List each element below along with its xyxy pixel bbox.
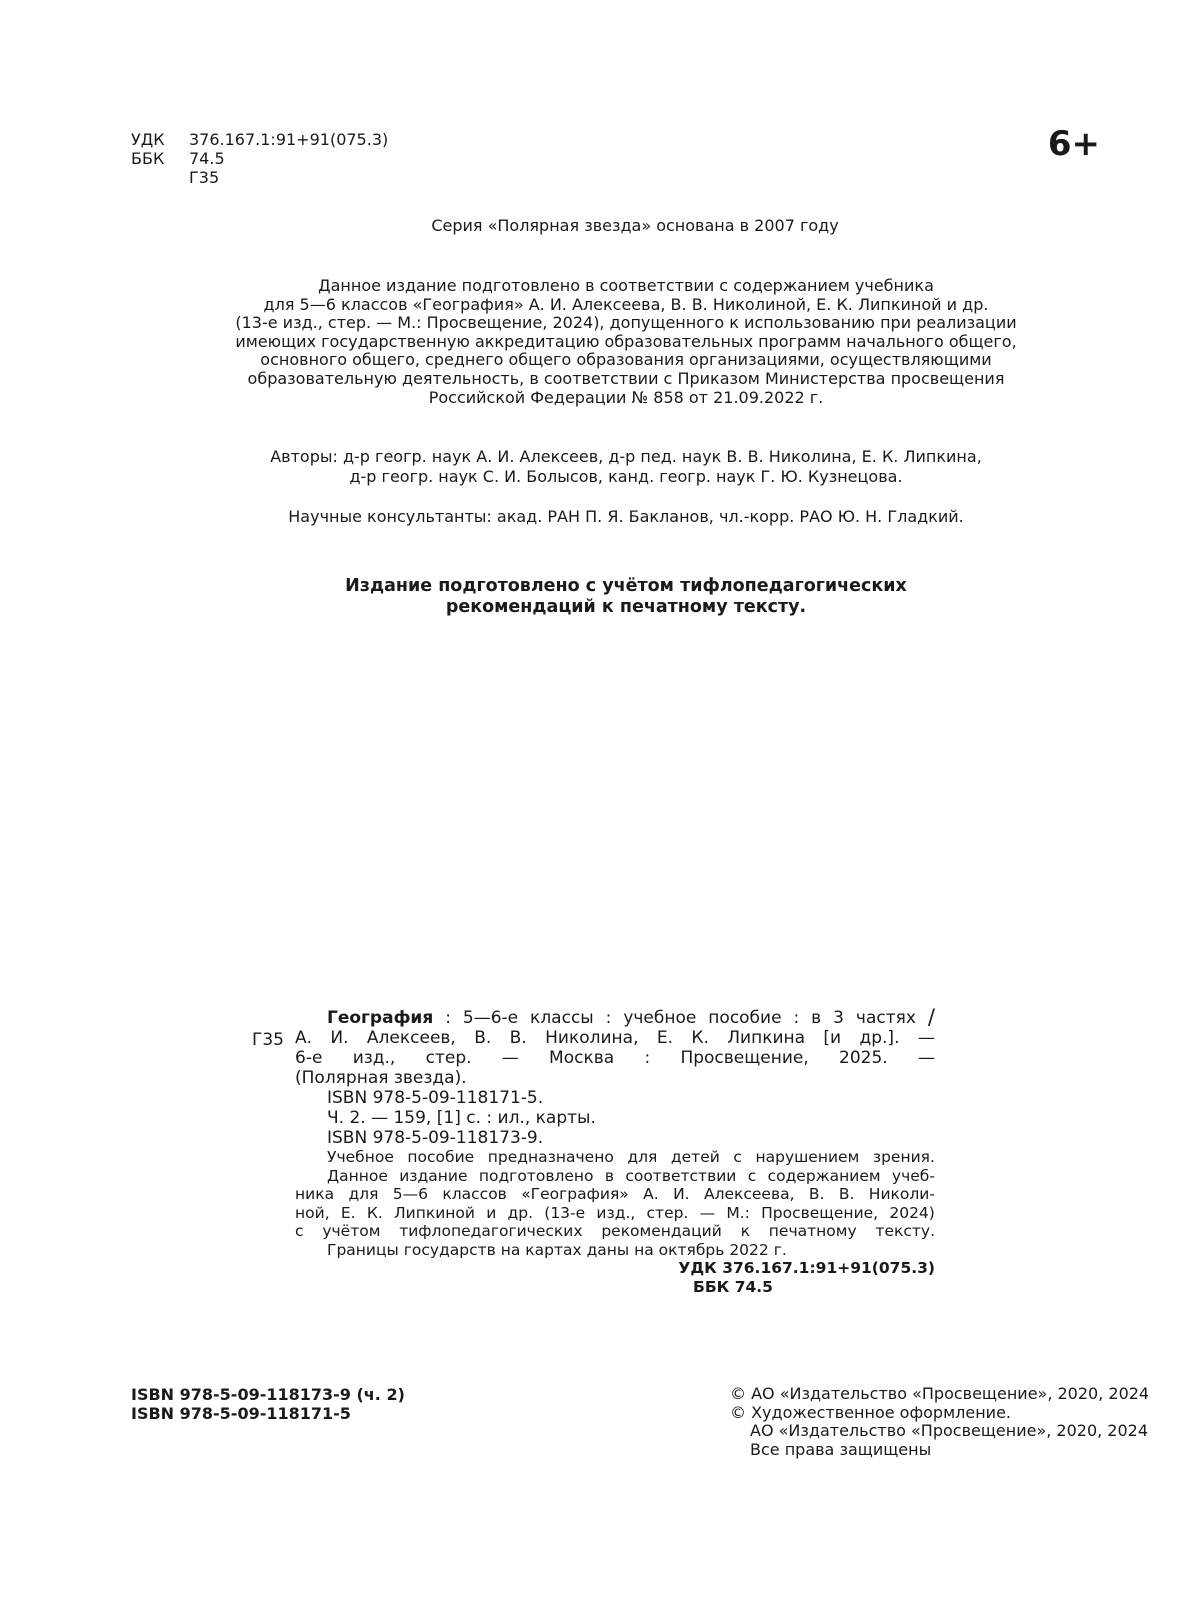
classification-author-mark bbox=[131, 168, 388, 187]
word: детей bbox=[670, 1148, 720, 1166]
word: Алексеев, bbox=[366, 1028, 456, 1048]
word: 5—6 bbox=[392, 1185, 429, 1203]
word: для bbox=[627, 1148, 658, 1166]
word: А. bbox=[295, 1028, 313, 1048]
word: Николина, bbox=[545, 1028, 639, 1048]
word: М.: bbox=[726, 1203, 750, 1222]
catalog-card-borders-note: Границы государств на картах даны на октябрь 2022 г. bbox=[327, 1240, 787, 1259]
consultants-line: Научные консультанты: акад. РАН П. Я. Бакланов, чл.-корр. РАО Ю. Н. Гладкий. bbox=[288, 507, 964, 526]
word: и bbox=[486, 1203, 497, 1222]
paragraph-line: основного общего, среднего общего образования организациями, осуществляющими bbox=[260, 350, 992, 370]
word: изд., bbox=[596, 1203, 636, 1222]
classification-value: 376.167.1:91+91(075.3) bbox=[189, 130, 389, 149]
catalog-card-title-line bbox=[295, 1005, 935, 1029]
catalog-card-annotation-line bbox=[295, 1148, 935, 1167]
word: Алексеева, bbox=[703, 1185, 795, 1203]
word: 3 bbox=[833, 1008, 844, 1028]
catalog-card-authors-line bbox=[295, 1028, 935, 1048]
catalog-card-part: Ч. 2. — 159, [1] с. : ил., карты. bbox=[327, 1108, 596, 1128]
word: учётом bbox=[322, 1222, 381, 1240]
word: — bbox=[699, 1203, 716, 1222]
catalog-card bbox=[295, 1005, 935, 1296]
catalog-card-annotation-line bbox=[295, 1222, 935, 1241]
word: : bbox=[445, 1008, 451, 1028]
catalog-card-isbn-part: ISBN 978-5-09-118173-9. bbox=[327, 1128, 544, 1148]
word: предназначено bbox=[487, 1148, 614, 1166]
word: В. bbox=[808, 1185, 825, 1203]
classification-bbk bbox=[131, 149, 388, 168]
word: Москва bbox=[549, 1048, 615, 1068]
word: зрения. bbox=[872, 1148, 935, 1166]
catalog-card-bbk: ББК 74.5 bbox=[693, 1277, 773, 1296]
word: издание bbox=[399, 1166, 468, 1185]
word: стер. bbox=[425, 1048, 472, 1068]
word: : bbox=[793, 1008, 800, 1028]
paragraph-line: образовательную деятельность, в соответствии с Приказом Министерства просвещения bbox=[247, 368, 1005, 388]
catalog-card-series: (Полярная звезда). bbox=[295, 1068, 467, 1088]
word: печатному bbox=[768, 1222, 857, 1240]
word: «География» bbox=[521, 1185, 629, 1203]
word: классы bbox=[530, 1008, 594, 1028]
word: Е. bbox=[340, 1203, 356, 1222]
word: — bbox=[917, 1048, 935, 1068]
word: Учебное bbox=[327, 1148, 394, 1166]
word: нарушением bbox=[755, 1148, 860, 1166]
word: — bbox=[917, 1028, 935, 1048]
paragraph-line: Российской Федерации № 858 от 21.09.2022 г. bbox=[428, 387, 824, 407]
preparation-paragraph bbox=[0, 277, 1200, 407]
word: содержанием bbox=[767, 1166, 881, 1185]
word: учеб- bbox=[891, 1166, 935, 1185]
classification-value: Г35 bbox=[189, 168, 220, 187]
classification-block bbox=[131, 130, 388, 187]
word: соответствии bbox=[625, 1166, 737, 1185]
authors-block bbox=[0, 447, 1200, 487]
word: с bbox=[295, 1222, 304, 1240]
word: / bbox=[927, 1005, 935, 1029]
catalog-card-annotation-line bbox=[295, 1185, 935, 1204]
word: тифлопедагогических bbox=[399, 1222, 583, 1240]
copyright-line: © АО «Издательство «Просвещение», 2020, 2024 bbox=[730, 1384, 1150, 1403]
word: классов bbox=[442, 1185, 507, 1203]
footer-isbn-line: ISBN 978-5-09-118173-9 (ч. 2) bbox=[131, 1385, 405, 1404]
paragraph-line: (13-е изд., стер. — М.: Просвещение, 2024), допущенного к использованию при реализации bbox=[235, 313, 1017, 333]
copyright-block bbox=[730, 1385, 1149, 1459]
word: стер. bbox=[646, 1203, 689, 1222]
paragraph-line: Данное издание подготовлено в соответствии с содержанием учебника bbox=[318, 276, 934, 295]
word: И. bbox=[330, 1028, 349, 1048]
copyright-line: © Художественное оформление. bbox=[730, 1402, 1011, 1422]
paragraph-line: имеющих государственную аккредитацию образовательных программ начального общего, bbox=[235, 331, 1017, 351]
word: тексту. bbox=[875, 1222, 935, 1240]
classification-value: 74.5 bbox=[189, 149, 225, 168]
word: к bbox=[740, 1222, 750, 1240]
series-note: Серия «Полярная звезда» основана в 2007 году bbox=[431, 216, 839, 235]
word: с bbox=[747, 1166, 757, 1185]
word: 5—6-е bbox=[462, 1008, 519, 1028]
age-rating: 6+ bbox=[1047, 124, 1100, 164]
word: др. bbox=[507, 1203, 534, 1222]
word: В. bbox=[474, 1028, 492, 1048]
word: В. bbox=[509, 1028, 527, 1048]
classification-key: УДК bbox=[131, 130, 165, 149]
word: : bbox=[644, 1048, 651, 1068]
word: в bbox=[811, 1008, 822, 1028]
word: ника bbox=[295, 1185, 335, 1203]
catalog-card-isbn-set: ISBN 978-5-09-118171-5. bbox=[327, 1088, 544, 1108]
word: 2024) bbox=[889, 1203, 935, 1222]
word: И. bbox=[673, 1185, 690, 1203]
word: ной, bbox=[295, 1203, 330, 1222]
catalog-card-annotation-line bbox=[295, 1167, 935, 1186]
word: — bbox=[501, 1048, 519, 1068]
catalog-card-title: География bbox=[327, 1008, 434, 1028]
word: К. bbox=[691, 1028, 709, 1048]
word: частях bbox=[855, 1008, 916, 1028]
word: В. bbox=[838, 1185, 855, 1203]
classification-udk bbox=[131, 130, 388, 149]
word: Просвещение, bbox=[680, 1048, 809, 1068]
word: учебное bbox=[623, 1008, 697, 1028]
paragraph-line: для 5—6 классов «География» А. И. Алексеева, В. В. Николиной, Е. К. Липкиной и др. bbox=[263, 294, 989, 314]
classification-key: ББК bbox=[131, 149, 165, 168]
word: с bbox=[733, 1148, 742, 1166]
authors-line: д-р геогр. наук С. И. Болысов, канд. геогр. наук Г. Ю. Кузнецова. bbox=[349, 467, 903, 486]
copyright-line: Все права защищены bbox=[750, 1439, 932, 1459]
tiflo-note-line: рекомендаций к печатному тексту. bbox=[445, 597, 807, 617]
word: подготовлено bbox=[478, 1166, 594, 1185]
word: (13-е bbox=[544, 1203, 586, 1222]
word: Липкиной bbox=[394, 1203, 475, 1222]
word: 2025. bbox=[839, 1048, 888, 1068]
word: рекомендаций bbox=[601, 1222, 722, 1240]
catalog-card-udk: УДК 376.167.1:91+91(075.3) bbox=[678, 1259, 935, 1277]
tiflo-note bbox=[0, 576, 1200, 618]
word: изд., bbox=[352, 1048, 396, 1068]
word: Е. bbox=[656, 1028, 674, 1048]
word: 6-е bbox=[295, 1048, 323, 1068]
word: Липкина bbox=[727, 1028, 806, 1048]
authors-line: Авторы: д-р геогр. наук А. И. Алексеев, д-р пед. наук В. В. Николина, Е. К. Липкина, bbox=[270, 447, 982, 466]
copyright-line: АО «Издательство «Просвещение», 2020, 2024 bbox=[750, 1421, 1149, 1440]
tiflo-note-line: Издание подготовлено с учётом тифлопедагогических bbox=[345, 576, 907, 596]
word: Николи- bbox=[868, 1185, 935, 1203]
word: Просвещение, bbox=[761, 1203, 879, 1222]
word: в bbox=[604, 1166, 614, 1185]
word: пособие bbox=[407, 1148, 475, 1166]
word: А. bbox=[643, 1185, 659, 1203]
word: Данное bbox=[327, 1166, 388, 1185]
classification-key bbox=[131, 168, 189, 187]
footer-isbn-line: ISBN 978-5-09-118171-5 bbox=[131, 1404, 351, 1423]
footer-isbn-block bbox=[131, 1385, 405, 1423]
catalog-card-code: Г35 bbox=[252, 1030, 284, 1050]
word: : bbox=[605, 1008, 612, 1028]
word: др.]. bbox=[859, 1028, 900, 1048]
word: пособие bbox=[708, 1008, 782, 1028]
catalog-card-edition-line bbox=[295, 1048, 935, 1068]
catalog-card-annotation-line bbox=[295, 1204, 935, 1223]
word: [и bbox=[823, 1028, 842, 1048]
word: для bbox=[348, 1185, 379, 1203]
word: К. bbox=[366, 1203, 383, 1222]
